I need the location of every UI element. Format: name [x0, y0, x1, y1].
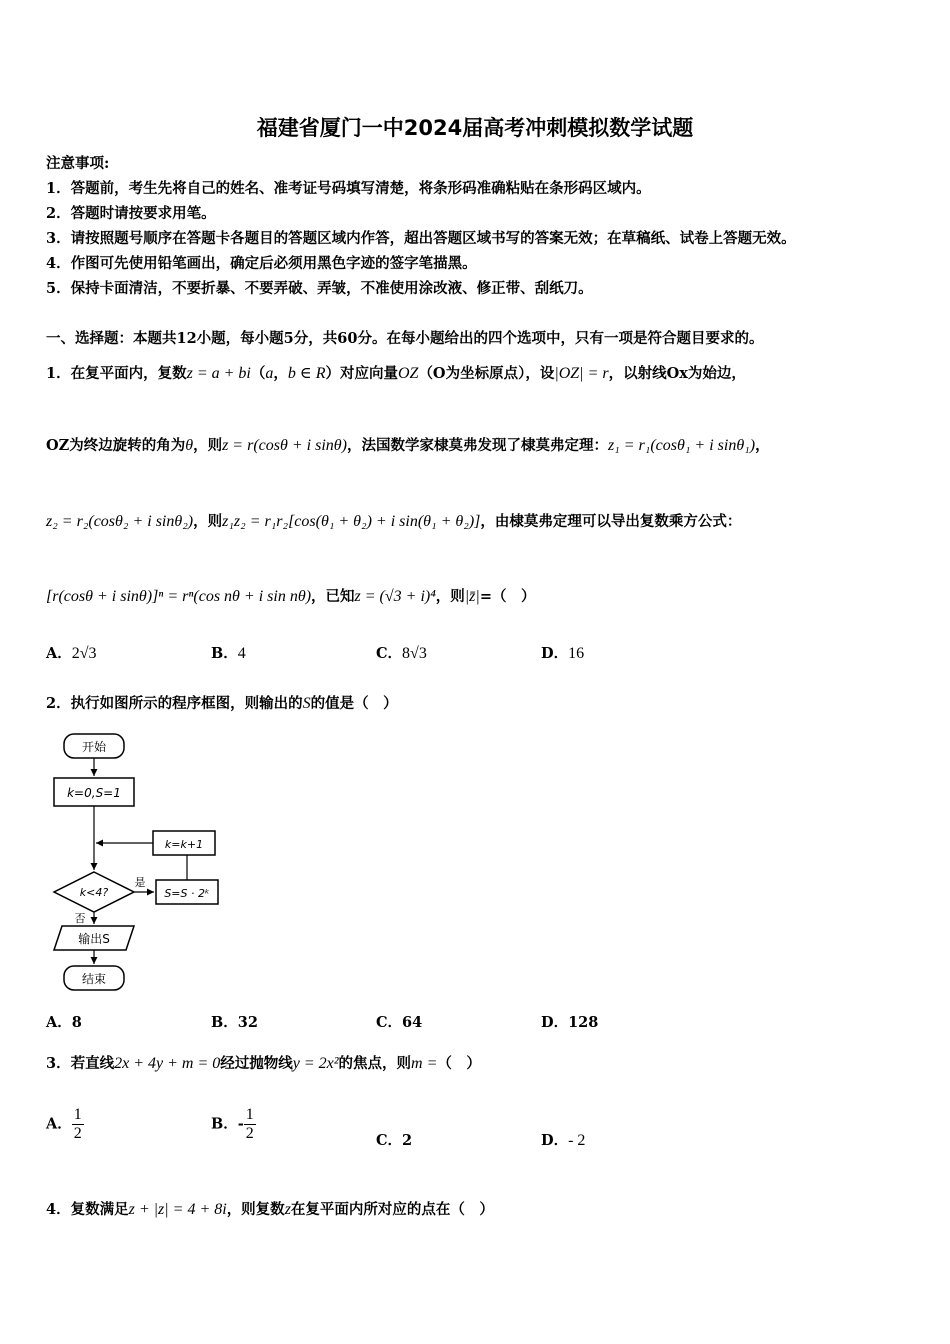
q1-option-d: [541, 642, 584, 663]
option-value: 64: [402, 1014, 423, 1031]
q2-text: 2．执行如图所示的程序框图，则输出的: [46, 695, 303, 712]
q3-text: 3．若直线: [46, 1055, 115, 1072]
q2-option-d: [541, 1011, 598, 1032]
q1-text: =（ ）: [479, 588, 536, 605]
q2-text: 的值是（ ）: [310, 695, 398, 712]
option-label: A．: [46, 1014, 72, 1031]
q1-formula: a: [265, 365, 274, 382]
option-value: 8√3: [402, 645, 427, 662]
q4-text: 4．复数满足: [46, 1201, 129, 1218]
q1-option-c: [376, 642, 427, 663]
notice-heading: 注意事项:: [46, 155, 110, 172]
option-label: B．: [211, 645, 238, 662]
flowchart: [40, 728, 240, 998]
exam-title: 福建省厦门一中2024届高考冲刺模拟数学试题: [256, 116, 694, 140]
notice-item-4: 4．作图可先使用铅笔画出，确定后必须用黑色字迹的签字笔描黑。: [46, 255, 477, 272]
q1-formula: z = r(cosθ + i sinθ): [222, 437, 347, 454]
q1-text: ，已知: [311, 588, 355, 605]
q1-formula: OZ: [397, 365, 419, 382]
fraction-numerator: 1: [73, 1106, 82, 1123]
q1-formula: [r(cosθ + i sinθ)]ⁿ = rⁿ(cos nθ + i sin nθ): [46, 588, 312, 605]
q3-option-c: [376, 1129, 412, 1150]
option-label: C．: [376, 1014, 403, 1031]
q3-formula: m =: [411, 1055, 438, 1072]
q1-text: ，则: [193, 513, 223, 530]
q1-option-b: [211, 642, 246, 663]
q1-formula: z₁z₂ = r₁r₂[cos(θ₁ + θ₂) + i sin(θ₁ + θ₂)]: [222, 513, 481, 530]
q2-option-c: [376, 1011, 422, 1032]
option-label: B．: [211, 1115, 238, 1133]
option-value: 2√3: [71, 645, 97, 662]
fraction-denominator: 2: [245, 1125, 254, 1142]
q1-text: ，由棣莫弗定理可以导出复数乘方公式：: [480, 513, 742, 530]
q1-formula: |z̄|: [464, 588, 480, 605]
q1-formula: θ: [185, 437, 194, 454]
q1-line-1: [46, 362, 746, 383]
q1-text: 1．在复平面内，复数: [46, 365, 187, 382]
q1-formula: z = (√3 + i)⁴: [354, 588, 436, 605]
q1-option-a: [46, 642, 97, 663]
q1-text: ，: [755, 437, 770, 454]
q2-option-a: [46, 1011, 82, 1032]
q3-option-d: [541, 1129, 585, 1150]
q2-line: [46, 692, 398, 713]
option-label: D．: [541, 1132, 569, 1149]
notice-item-3: 3．请按照题号顺序在答题卡各题目的答题区域内作答，超出答题区域书写的答案无效；在草稿纸、试卷上答题无效。: [46, 230, 796, 247]
q4-text: ，则复数: [226, 1201, 285, 1218]
flow-no-label: 否: [74, 912, 86, 925]
option-label: C．: [376, 1132, 403, 1149]
q1-text: ，法国数学家棣莫弗发现了棣莫弗定理：: [346, 437, 608, 454]
q3-text: 的焦点，则: [338, 1055, 412, 1072]
option-value: 2: [402, 1132, 413, 1149]
option-label: D．: [541, 1014, 569, 1031]
q3-option-a: [46, 1106, 84, 1143]
q3-text: （ ）: [437, 1055, 481, 1072]
option-label: A．: [46, 1115, 72, 1133]
q2-option-b: [211, 1011, 258, 1032]
q1-text: ，: [273, 365, 288, 382]
q1-formula: |OZ| = r: [554, 365, 609, 382]
option-value: 8: [71, 1014, 82, 1031]
flow-output-label: 输出S: [78, 932, 110, 946]
q1-formula: z₂ = r₂(cosθ₂ + i sinθ₂): [46, 513, 194, 530]
option-label: A．: [46, 645, 72, 662]
q3-formula: y = 2x²: [292, 1055, 339, 1072]
q3-formula: 2x + 4y + m = 0: [114, 1055, 221, 1072]
option-value: 128: [568, 1014, 599, 1031]
notice-item-5: 5．保持卡面清洁，不要折暴、不要弄破、弄皱，不准使用涂改液、修正带、刮纸刀。: [46, 280, 593, 297]
q1-formula: z₁ = r₁(cosθ₁ + i sinθ₁): [607, 437, 756, 454]
flow-yes-label: 是: [134, 876, 146, 889]
notice-item-2: 2．答题时请按要求用笔。: [46, 205, 216, 222]
q1-formula: z = a + bi: [186, 365, 251, 382]
q4-line: [46, 1198, 494, 1219]
q3-option-b: [211, 1106, 256, 1143]
flow-update-k-label: k=k+1: [164, 838, 204, 851]
q1-text: （O为坐标原点），设: [418, 365, 555, 382]
flow-init-label: k=0,S=1: [67, 786, 121, 800]
q1-text: ）对应向量: [325, 365, 398, 382]
option-label: C．: [376, 645, 403, 662]
section-heading: 一、选择题：本题共12小题，每小题5分，共60分。在每小题给出的四个选项中，只有一项是符合题目要求的。: [46, 330, 764, 347]
q1-text: OZ为终边旋转的角为: [46, 437, 186, 454]
notice-item-1: 1．答题前，考生先将自己的姓名、准考证号码填写清楚，将条形码准确粘贴在条形码区域内。: [46, 180, 651, 197]
option-label: B．: [211, 1014, 238, 1031]
flow-decision-label: k<4?: [79, 886, 109, 899]
option-fraction: [244, 1106, 256, 1143]
fraction-numerator: 1: [245, 1106, 254, 1123]
option-value: 4: [237, 645, 246, 662]
option-value: 16: [568, 645, 585, 662]
q4-formula: z: [284, 1201, 291, 1218]
option-label: D．: [541, 645, 569, 662]
q3-line: [46, 1052, 481, 1073]
q1-text: ，则: [193, 437, 223, 454]
q1-text: （: [250, 365, 266, 382]
option-fraction: [72, 1106, 84, 1143]
q4-text: 在复平面内所对应的点在（ ）: [290, 1201, 494, 1218]
q3-text: 经过抛物线: [220, 1055, 293, 1072]
q1-line-2: [46, 434, 770, 455]
flow-start-label: 开始: [81, 740, 107, 754]
flow-update-s-label: S=S · 2ᵏ: [164, 887, 210, 900]
fraction-denominator: 2: [73, 1125, 82, 1142]
q1-line-3: [46, 510, 741, 531]
q1-text: ，则: [435, 588, 465, 605]
flow-end-label: 结束: [81, 972, 107, 986]
q1-formula: b ∈ R: [287, 365, 326, 382]
q4-formula: z + |z| = 4 + 8i: [128, 1201, 227, 1218]
option-value: 32: [237, 1014, 258, 1031]
q2-formula: S: [302, 695, 311, 712]
option-value: - 2: [568, 1132, 586, 1149]
q1-line-4: [46, 585, 535, 606]
option-sign: -: [237, 1115, 244, 1133]
q1-text: ，以射线Ox为始边，: [608, 365, 746, 382]
